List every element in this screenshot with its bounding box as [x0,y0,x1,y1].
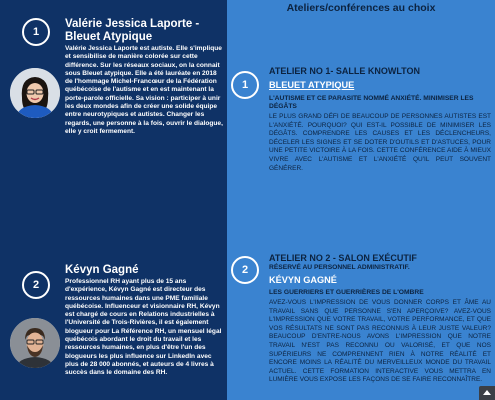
speakers-panel [0,0,227,400]
speaker-1-name: Valérie Jessica Laporte - Bleuet Atypique [65,18,200,43]
speaker-2-bio: Professionnel RH ayant plus de 15 ans d'expérience, Kévyn Gagné est directeur des ressources humaines dans une PME familiale québécoise. Influenceur et visionnaire RH, Kévyn est chargé de cours en Relations industrielles à l'Université de Trois-Rivières, il est également blogueur pour La Référence RH, un mensuel légal québécois abordant le droit du travail et les ressources humaines, en plus d'être l'un des blogueurs les plus influence sur LinkedIn avec plus de 28 000 abonnés, et auteurs de 4 livres à succès dans le domaine des RH. [65,278,222,377]
workshop-2-heading: ATELIER NO 2 - SALON EXÉCUTIF [269,253,417,263]
speaker-2-name: Kévyn Gagné [65,264,139,276]
page-title: Ateliers/conférences au choix [286,2,436,14]
speaker-2-number-badge [22,271,50,299]
workshop-1-heading: ATELIER NO 1- SALLE KNOWLTON [269,66,420,76]
speaker-1-number-badge [22,18,50,46]
workshop-2-number-badge [231,256,259,284]
speaker-1-photo [10,68,60,118]
workshop-1-description: LE PLUS GRAND DÉFI DE BEAUCOUP DE PERSONNES AUTISTES EST L'ANXIÉTÉ. POURQUOI? QUI EST-IL POSSIBLE DE MINIMISER LES DÉGÂTS. COMPRENDRE LES CAUSES ET LES DÉCLENCHEURS, DÉCELER LES SIGNES ET SE DOTER D'OUTILS ET D'ASTUCES, POUR UNE PETITE VICTOIRE À LA FOIS. CETTE CONFÉRENCE AIDE À MIEUX VIVRE AVEC L'AUTISME ET L'ANXIÉTÉ QU'IL PEUT SOUVENT GÉNÉRER. [269,113,491,172]
workshop-2-note: RÉSERVÉ AU PERSONNEL ADMINISTRATIF. [269,264,410,271]
speaker-2-photo [10,318,60,368]
workshop-1-speaker: BLEUET ATYPIQUE [269,80,355,90]
workshop-2-description: AVEZ-VOUS L'IMPRESSION DE VOUS DONNER CORPS ET ÂME AU TRAVAIL SANS QUE PERSONNE S'EN APERÇOIVE? AVEZ-VOUS L'IMPRESSION QUE VOTRE TRAVAIL, VOTRE PERFORMANCE, ET QUE VOS RÉSULTATS NE SONT PAS RECONNUS À LEUR JUSTE VALEUR? BEAUCOUP D'ENTRE-NOUS AVONS L'IMPRESSION QUE NOTRE TRAVAIL N'EST PAS RECONNU OU VALORISÉ, ET QUE NOS SUPÉRIEURS NE COMPRENNENT RIEN À NOTRE RÉALITÉ ET ENCORE MOINS LA RÉALITÉ DU MERVEILLEUX MONDE DU TRAVAIL ACTUEL. CETTE FORMATION INTERACTIVE VOUS METTRA EN LUMIÈRE VOUS EXPOSE LES FAÇONS DE SE FAIRE RECONNAÎTRE. [269,299,491,384]
workshop-2-speaker: KÉVYN GAGNÉ [269,275,337,285]
workshop-2-subtitle: LES GUERRIERS ET GUERRIÈRES DE L'OMBRE [269,289,424,296]
workshops-panel [227,0,495,400]
workshop-1-number: 1 [241,79,249,91]
workshop-2-number: 2 [241,264,249,276]
workshop-1-number-badge [231,71,259,99]
speaker-1-bio: Valérie Jessica Laporte est autiste. Elle s'implique et sensibilise de manière colorée sur cette différence. Sur les réseaux sociaux, on la connait sous Bleuet atypique. Elle a été lauréate en 2018 de l'hommage Michel-Francœur de la Fédération québécoise de l'autisme et en est maintenant la porte-parole officielle. Sa vision : participer à unir les deux mondes afin de créer une solide équipe entre neurotypiques et autistes. Changer les regards, une personne à la fois, ouvrir le dialogue, elle y croit fermement. [65,45,223,135]
workshop-1-subtitle: L'AUTISME ET CE PARASITE NOMMÉ ANXIÉTÉ. MINIMISER LES DÉGÂTS [269,95,474,110]
scroll-to-top-button[interactable] [479,386,495,400]
speaker-1-number: 1 [32,26,40,38]
speaker-2-number: 2 [32,279,40,291]
